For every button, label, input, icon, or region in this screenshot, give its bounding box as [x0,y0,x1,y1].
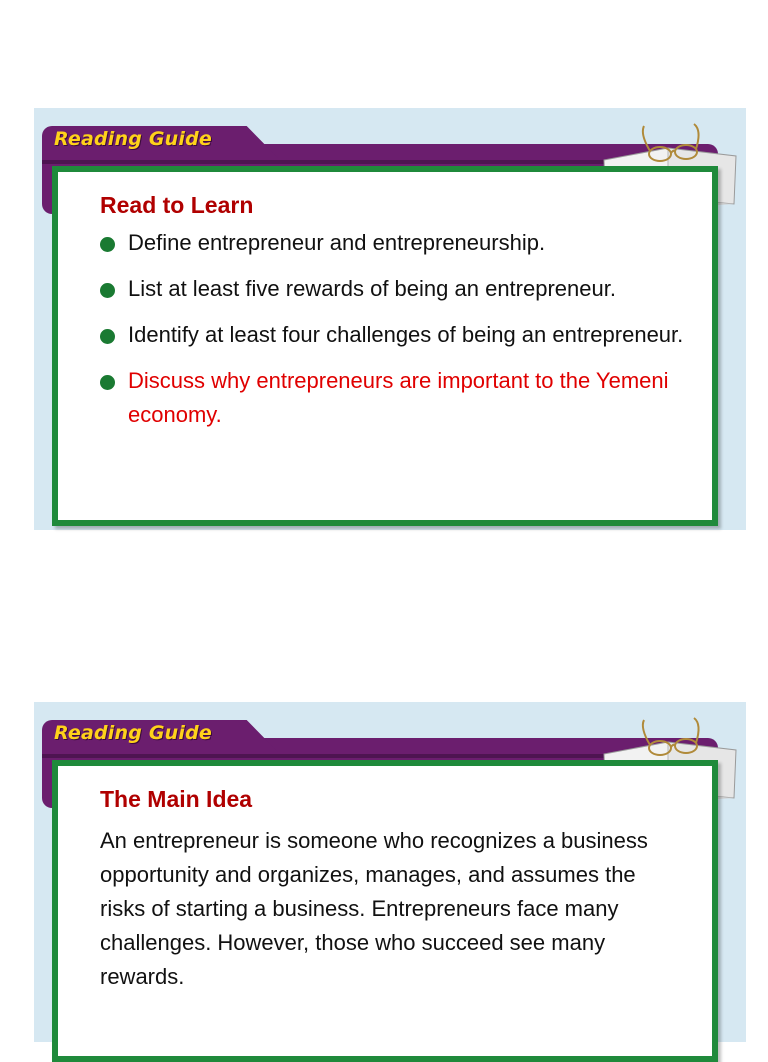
section-heading: The Main Idea [100,786,253,812]
content-card [52,760,718,1062]
content-card [52,166,718,526]
list-item [100,226,690,260]
bullet-icon [100,329,115,344]
list-item [100,364,690,432]
list-item-text: Identify at least four challenges of being an entrepreneur. [128,322,684,347]
learning-objectives-list [100,226,690,444]
list-item-text: Define entrepreneur and entrepreneurship. [128,230,546,255]
slide-read-to-learn [34,108,746,530]
bullet-icon [100,283,115,298]
slide-main-idea [34,702,746,1042]
list-item [100,318,690,352]
reading-guide-label: Reading Guide [54,722,212,744]
section-heading: Read to Learn [100,192,254,218]
bullet-icon [100,237,115,252]
main-idea-paragraph: An entrepreneur is someone who recognizes a business opportunity and organizes, manages, and assumes the risks of starting a business. Entrepreneurs face many challenges. However, those who succeed see many rewards. [100,828,648,989]
list-item [100,272,690,306]
list-item-text: Discuss why entrepreneurs are important to the Yemeni economy. [128,368,669,427]
reading-guide-label: Reading Guide [54,128,212,150]
list-item-text: List at least five rewards of being an entrepreneur. [128,276,616,301]
bullet-icon [100,375,115,390]
